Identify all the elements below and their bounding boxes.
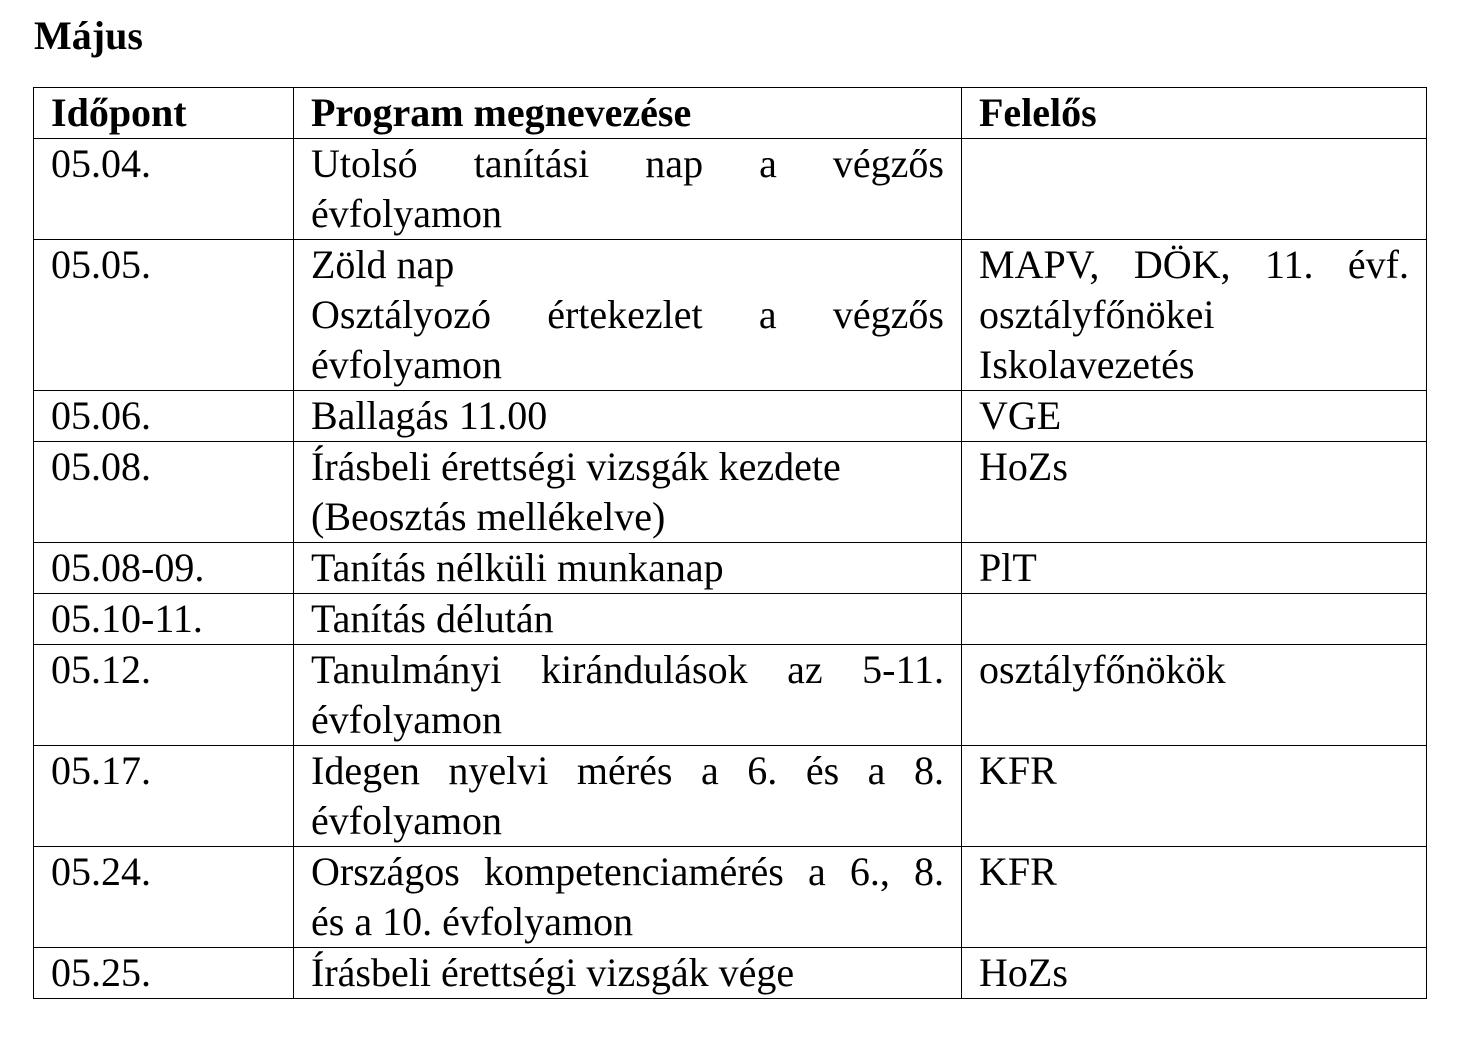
cell-program [294,442,962,543]
program-line: Utolsó tanítási nap a végzős [311,141,944,186]
program-line: Zöld nap [311,242,455,287]
responsible-line: Iskolavezetés [979,342,1195,387]
program-line: Országos kompetenciamérés a 6., 8. [311,849,944,894]
cell-program [294,240,962,391]
cell-date: 05.04. [34,139,294,240]
cell-responsible [962,543,1427,594]
cell-responsible [962,240,1427,391]
cell-date: 05.08-09. [34,543,294,594]
program-line: Idegen nyelvi mérés a 6. és a 8. [311,748,944,793]
cell-date: 05.17. [34,746,294,847]
page-title: Május [34,13,143,58]
table-row [34,746,1427,847]
program-line: évfolyamon [311,191,503,236]
table-row [34,948,1427,999]
program-line: (Beosztás mellékelve) [311,494,666,539]
cell-responsible [962,948,1427,999]
responsible-line: HoZs [979,950,1068,995]
cell-program [294,594,962,645]
cell-date: 05.25. [34,948,294,999]
table-body [34,139,1427,999]
cell-responsible [962,391,1427,442]
cell-program [294,948,962,999]
program-line: Írásbeli érettségi vizsgák vége [311,950,795,995]
program-line: évfolyamon [311,798,503,843]
program-line: Tanulmányi kirándulások az 5-11. [311,647,944,692]
schedule-table [33,87,1427,999]
program-line: Írásbeli érettségi vizsgák kezdete [311,444,841,489]
cell-responsible [962,746,1427,847]
responsible-line: osztályfőnökei [979,292,1215,337]
table-row [34,594,1427,645]
program-line: Osztályozó értekezlet a végzős [311,292,944,337]
program-line: évfolyamon [311,342,503,387]
cell-responsible [962,139,1427,240]
table-row [34,139,1427,240]
responsible-line: KFR [979,748,1057,793]
cell-program [294,139,962,240]
cell-responsible [962,847,1427,948]
cell-date: 05.24. [34,847,294,948]
cell-date: 05.05. [34,240,294,391]
table-row [34,442,1427,543]
cell-date: 05.06. [34,391,294,442]
header-program: Program megnevezése [294,88,962,139]
cell-date: 05.08. [34,442,294,543]
table-row [34,645,1427,746]
table-row [34,543,1427,594]
cell-date: 05.12. [34,645,294,746]
table-row [34,240,1427,391]
cell-program [294,391,962,442]
header-date: Időpont [34,88,294,139]
program-line: és a 10. évfolyamon [311,899,634,944]
responsible-line: HoZs [979,444,1068,489]
cell-responsible [962,645,1427,746]
responsible-line: MAPV, DÖK, 11. évf. [979,242,1409,287]
program-line: Tanítás délután [311,596,554,641]
header-responsible: Felelős [962,88,1427,139]
cell-program [294,847,962,948]
cell-program [294,645,962,746]
program-line: Tanítás nélküli munkanap [311,545,724,590]
cell-responsible [962,442,1427,543]
cell-program [294,746,962,847]
responsible-line: KFR [979,849,1057,894]
cell-program [294,543,962,594]
cell-responsible [962,594,1427,645]
responsible-line: osztályfőnökök [979,647,1226,692]
table-header-row [34,88,1427,139]
program-line: Ballagás 11.00 [311,393,548,438]
responsible-line: VGE [979,393,1062,438]
program-line: évfolyamon [311,697,503,742]
table-row [34,847,1427,948]
responsible-line: PlT [979,545,1037,590]
cell-date: 05.10-11. [34,594,294,645]
table-row [34,391,1427,442]
